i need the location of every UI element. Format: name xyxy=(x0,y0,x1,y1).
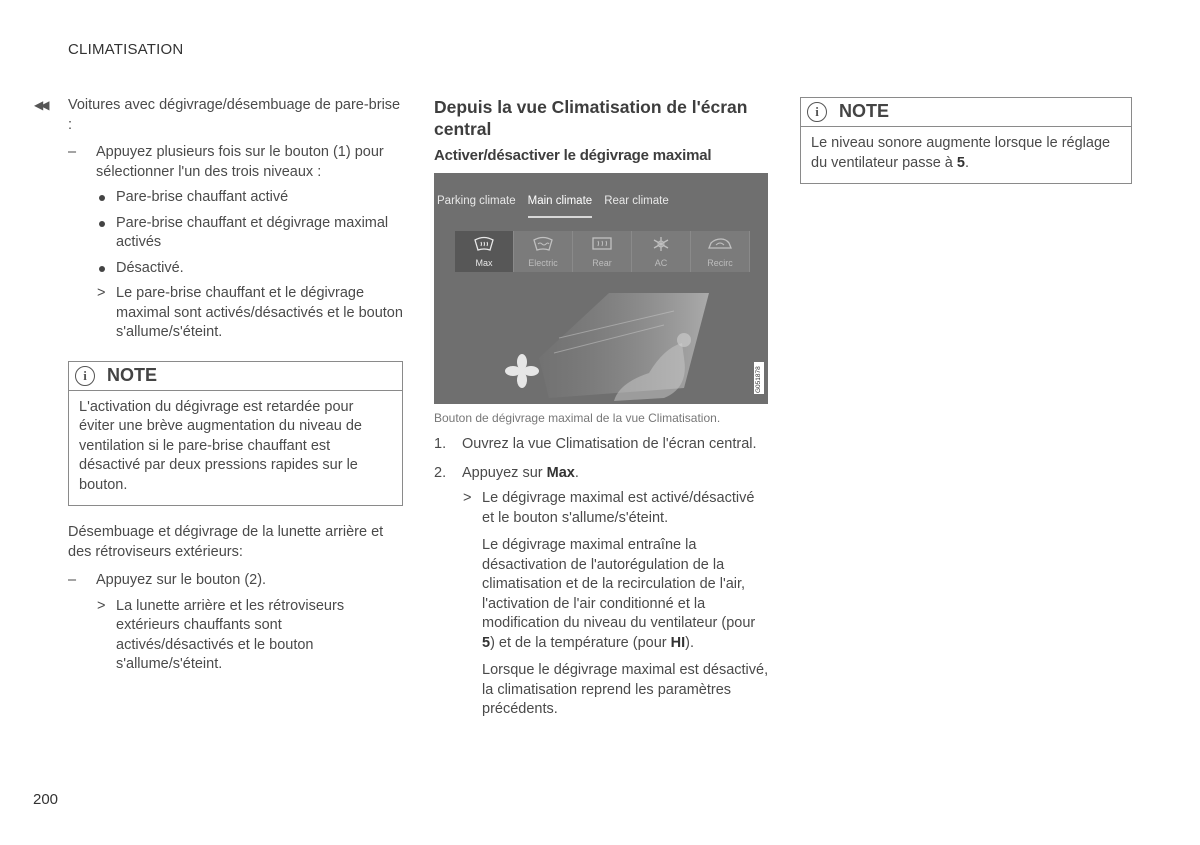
button-label: Max xyxy=(475,258,493,268)
list-item-text: Désactivé. xyxy=(116,259,184,276)
result-text: Le pare-brise chauffant et le dégivrage maximal sont activés/désactivés et le bouton s'allume/s'éteint. xyxy=(116,285,403,340)
description-paragraph: Le dégivrage maximal entraîne la désactivation de l'autorégulation de la climatisation et de la recirculation de l'air, l'activation de l'air conditionné et la modification du niveau du ventilateur (pour 5) et de la température (pour HI). xyxy=(482,537,756,651)
instruction-item xyxy=(68,143,403,182)
bullet-icon xyxy=(99,266,105,272)
column-right xyxy=(800,97,1132,184)
electric-defrost-button[interactable] xyxy=(514,231,573,272)
rear-window-defrost-icon xyxy=(591,236,613,252)
dash-marker: – xyxy=(68,572,77,588)
list-item xyxy=(68,259,403,279)
headrest-icon xyxy=(677,333,691,347)
page-header: CLIMATISATION xyxy=(68,41,184,58)
windshield-defrost-icon xyxy=(473,236,495,252)
result-marker: > xyxy=(463,490,472,506)
note-body: L'activation du dégivrage est retardée pour éviter une brève augmentation du niveau de ventilation si le pare-brise chauffant est désactivé par deux pressions rapides sur le bouton. xyxy=(79,398,362,493)
bullet-icon xyxy=(99,221,105,227)
button-label: AC xyxy=(654,258,668,268)
list-item-text: Pare-brise chauffant et dégivrage maximal activés xyxy=(116,214,389,250)
instruction-item xyxy=(68,571,403,591)
climate-tabs xyxy=(437,192,681,218)
recirc-button[interactable] xyxy=(691,231,750,272)
step-item xyxy=(434,464,769,484)
instruction-text: Appuyez sur le bouton (2). xyxy=(96,572,267,588)
image-code-text: G051878 xyxy=(755,366,762,393)
list-item xyxy=(68,188,403,208)
step-item xyxy=(434,435,769,455)
note-header xyxy=(69,362,402,391)
section-title: Depuis la vue Climatisation de l'écran central xyxy=(434,97,748,139)
figure-caption: Bouton de dégivrage maximal de la vue Climatisation. xyxy=(434,411,721,425)
climate-button-row xyxy=(455,231,750,272)
page-number: 200 xyxy=(33,791,59,808)
list-item-text: Pare-brise chauffant activé xyxy=(116,189,289,205)
dash-marker: – xyxy=(68,144,77,160)
note-title: NOTE xyxy=(839,101,890,122)
intro-text: Voitures avec dégivrage/désembuage de pare-brise : xyxy=(68,97,401,133)
note-title: NOTE xyxy=(107,364,158,385)
step-number: 2. xyxy=(434,464,447,481)
continued-icon: ◀◀ xyxy=(34,98,47,112)
tab-main-climate[interactable]: Main climate xyxy=(528,192,593,218)
section-subtitle: Activer/désactiver le dégivrage maximal xyxy=(434,147,712,164)
rear-intro-text: Désembuage et dégivrage de la lunette arrière et des rétroviseurs extérieurs: xyxy=(68,524,384,560)
fan-icon xyxy=(505,354,539,388)
note-body: Le niveau sonore augmente lorsque le réglage du ventilateur passe à 5. xyxy=(811,135,1111,171)
info-icon: i xyxy=(75,366,95,386)
note-header xyxy=(801,98,1131,127)
result-item xyxy=(68,597,403,675)
step-text: Ouvrez la vue Climatisation de l'écran central. xyxy=(462,436,757,452)
info-icon: i xyxy=(807,102,827,122)
result-text: Le dégivrage maximal est activé/désactivé et le bouton s'allume/s'éteint. xyxy=(482,490,755,526)
step-number: 1. xyxy=(434,436,447,452)
result-marker: > xyxy=(97,597,106,614)
bullet-icon xyxy=(99,195,105,201)
description-paragraph: Lorsque le dégivrage maximal est désactivé, la climatisation reprend les paramètres précédents. xyxy=(482,662,769,717)
result-item xyxy=(434,489,769,528)
snowflake-icon xyxy=(650,236,672,252)
tab-parking-climate[interactable]: Parking climate xyxy=(437,195,516,207)
image-code xyxy=(754,362,764,394)
windshield-heat-icon xyxy=(532,236,554,252)
button-label: Electric xyxy=(528,258,558,268)
climate-screen-illustration xyxy=(434,173,768,404)
column-left xyxy=(34,96,403,675)
note-box xyxy=(800,97,1132,184)
step-text: Appuyez sur Max. xyxy=(462,464,579,481)
note-box xyxy=(68,361,403,507)
car-recirculation-icon xyxy=(707,236,733,252)
button-label: Recirc xyxy=(707,258,733,268)
ac-button[interactable] xyxy=(632,231,691,272)
instruction-text: Appuyez plusieurs fois sur le bouton (1) pour sélectionner l'un des trois niveaux : xyxy=(96,144,384,180)
tab-rear-climate[interactable]: Rear climate xyxy=(604,195,669,207)
list-item xyxy=(68,214,403,253)
rear-defrost-button[interactable] xyxy=(573,231,632,272)
column-middle xyxy=(434,96,769,720)
result-item xyxy=(68,284,403,343)
button-label: Rear xyxy=(592,258,612,268)
max-defrost-button[interactable] xyxy=(455,231,514,272)
result-text: La lunette arrière et les rétroviseurs extérieurs chauffants sont activés/désactivés et le bouton s'allume/s'éteint. xyxy=(116,597,345,672)
result-marker: > xyxy=(97,285,106,301)
